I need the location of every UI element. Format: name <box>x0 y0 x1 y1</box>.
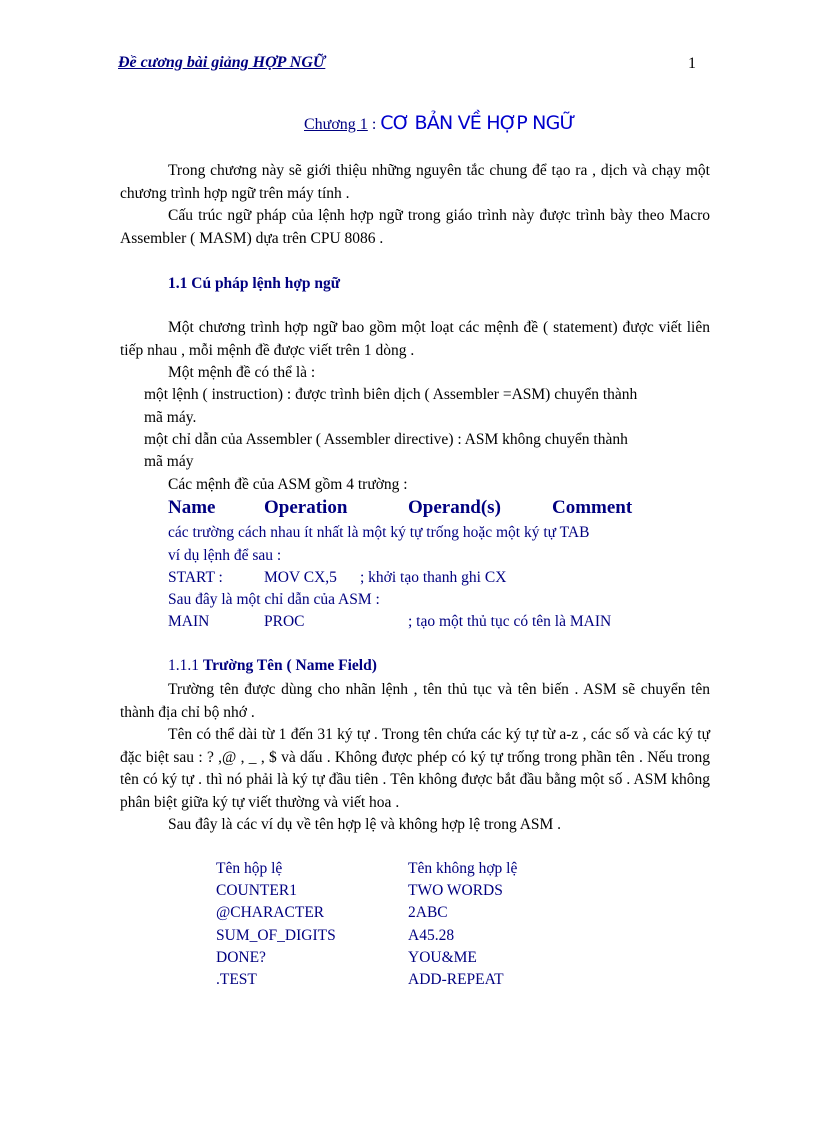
chapter-colon: : <box>367 116 381 133</box>
section-1-1-paragraph-2: Một mệnh đề có thể là : <box>168 364 316 381</box>
table-cell-valid: SUM_OF_DIGITS <box>216 927 336 944</box>
list-item-instruction-line-1: một lệnh ( instruction) : được trình biên dịch ( Assembler =ASM) chuyển thành <box>144 386 638 403</box>
table-cell-invalid: 2ABC <box>408 904 448 921</box>
section-1-1-1-number: 1.1.1 <box>168 657 203 674</box>
section-1-1-1-paragraph-1: Trường tên được dùng cho nhãn lệnh , tên thủ tục và tên biến . ASM sẽ chuyển tên thành địa chỉ bộ nhớ . <box>120 681 710 721</box>
table-header-valid: Tên hộp lệ <box>216 860 283 877</box>
field-operation: Operation <box>264 497 348 518</box>
section-1-1-1-paragraph-2: Tên có thể dài từ 1 đến 31 ký tự . Trong tên chứa các ký tự từ a-z , các số và các ký tự đặc biệt sau : ? ,@ , _ , $ và dấu . Không được phép có ký tự trống trong phần tên . Nếu trong tên có ký tự . thì nó phải là ký tự đầu tiên . Tên không được bắt đầu bằng một số . ASM không phân biệt giữa ký tự viết thường và viết hoa . <box>120 726 710 811</box>
table-cell-valid: DONE? <box>216 949 266 966</box>
example-2-comment: ; tạo một thủ tục có tên là MAIN <box>408 613 612 630</box>
example-1-label: START : <box>168 569 223 586</box>
chapter-heading <box>304 112 575 134</box>
list-item-directive-line-1: một chỉ dẫn của Assembler ( Assembler directive) : ASM không chuyển thành <box>144 431 628 448</box>
field-separator-note: các trường cách nhau ít nhất là một ký tự trống hoặc một ký tự TAB <box>168 524 590 541</box>
directive-intro: Sau đây là một chỉ dẫn của ASM : <box>168 591 380 608</box>
document-header-title: Đề cương bài giảng HỢP NGỮ <box>118 54 326 71</box>
table-cell-invalid: A45.28 <box>408 927 455 944</box>
table-cell-invalid: YOU&ME <box>408 949 477 966</box>
section-1-1-title: 1.1 Cú pháp lệnh hợp ngữ <box>168 275 341 292</box>
list-item-instruction-line-2: mã máy. <box>144 409 197 426</box>
table-header-invalid: Tên không hợp lệ <box>408 860 518 877</box>
field-operands: Operand(s) <box>408 497 501 518</box>
field-name: Name <box>168 497 216 518</box>
table-cell-invalid: ADD-REPEAT <box>408 971 504 988</box>
section-1-1-paragraph-1: Một chương trình hợp ngữ bao gồm một loạt các mệnh đề ( statement) được viết liên tiếp nhau , mỗi mệnh đề được viết trên 1 dòng . <box>120 319 710 359</box>
table-cell-valid: @CHARACTER <box>216 904 325 921</box>
field-comment: Comment <box>552 497 633 518</box>
page-number: 1 <box>688 55 696 72</box>
example-1-instruction: MOV CX,5 <box>264 569 337 586</box>
table-cell-valid: .TEST <box>216 971 257 988</box>
example-2-label: MAIN <box>168 613 210 630</box>
example-intro: ví dụ lệnh để sau : <box>168 547 282 564</box>
intro-paragraph-2: Cấu trúc ngữ pháp của lệnh hợp ngữ trong giáo trình này được trình bày theo Macro Assembler ( MASM) dựa trên CPU 8086 . <box>120 207 710 247</box>
section-1-1-1-title: Trường Tên ( Name Field) <box>202 657 377 674</box>
list-item-directive-line-2: mã máy <box>144 453 194 470</box>
section-1-1-1-heading <box>168 657 377 675</box>
example-2-instruction: PROC <box>264 613 305 630</box>
table-cell-invalid: TWO WORDS <box>408 882 503 899</box>
chapter-title: CƠ BẢN VỀ HỢP NGỮ <box>380 112 576 134</box>
chapter-label: Chương 1 <box>304 116 368 133</box>
intro-paragraph-1: Trong chương này sẽ giới thiệu những nguyên tắc chung để tạo ra , dịch và chạy một chương trình hợp ngữ trên máy tính . <box>120 162 710 202</box>
section-1-1-1-paragraph-3: Sau đây là các ví dụ về tên hợp lệ và không hợp lệ trong ASM . <box>168 816 562 833</box>
example-1-comment: ; khởi tạo thanh ghi CX <box>360 569 507 586</box>
fields-intro: Các mệnh đề của ASM gồm 4 trường : <box>168 476 408 493</box>
table-cell-valid: COUNTER1 <box>216 882 297 899</box>
